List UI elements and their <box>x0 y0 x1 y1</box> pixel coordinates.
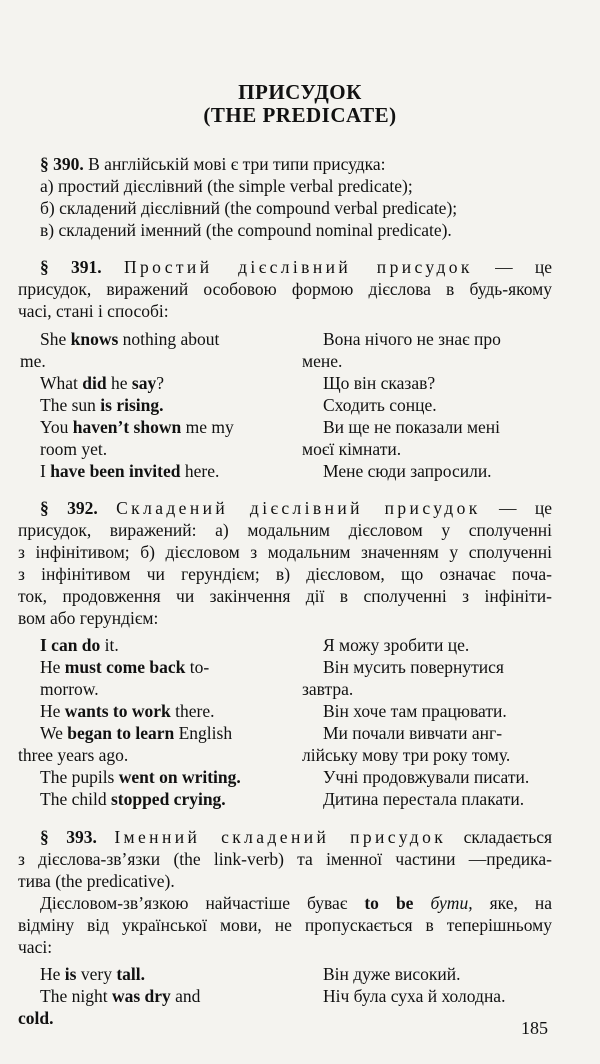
example-translation: Сходить сонце. <box>323 395 437 415</box>
paragraph-line: вом або герундієм: <box>18 608 159 628</box>
example-translation: завтра. <box>302 679 354 699</box>
example-translation: Дитина перестала плакати. <box>323 789 525 809</box>
example-en: We began to learn English <box>40 723 233 743</box>
example-en: What did he say? <box>40 373 164 393</box>
example-en: I have been invited here. <box>40 461 220 481</box>
example-en: me. <box>20 351 46 371</box>
term: Складений дієслівний присудок <box>116 498 481 518</box>
paragraph-line: присудок, виражений: а) модальним дієсловом у сполученні <box>18 520 552 540</box>
example-en: He is very tall. <box>40 964 146 984</box>
example-en: He must come back to- <box>40 657 210 677</box>
example-en: You haven’t shown me my <box>40 417 234 437</box>
example-en: three years ago. <box>18 745 129 765</box>
example-translation: Він дуже високий. <box>323 964 461 984</box>
paragraph-line: часі: <box>18 937 53 957</box>
example-translation: Ніч була суха й холодна. <box>323 986 506 1006</box>
paragraph-line: Дієсловом-зв’язкою найчастіше буває to be бути, яке, на <box>40 893 552 913</box>
example-translation: Мене сюди запросили. <box>323 461 492 481</box>
paragraph-line: часі, стані і способі: <box>18 301 169 321</box>
paragraph-393-line: § 393. Іменний складений присудок складається <box>40 827 553 847</box>
example-translation: Що він сказав? <box>323 373 436 393</box>
example-translation: мене. <box>302 351 343 371</box>
list-item: а) простий дієслівний (the simple verbal predicate); <box>40 176 413 196</box>
example-en: The sun is rising. <box>40 395 164 415</box>
paragraph-line: з інфінітивом чи герундієм; в) дієсловом, що означає поча- <box>18 564 552 584</box>
example-translation: моєї кімнати. <box>302 439 402 459</box>
list-item: в) складений іменний (the compound nominal predicate). <box>40 220 452 240</box>
example-translation: Учні продовжували писати. <box>323 767 530 787</box>
paragraph-390-line: § 390. В англійській мові є три типи присудка: <box>40 154 386 174</box>
example-en: The pupils went on writing. <box>40 767 241 787</box>
section-subtitle: (THE PREDICATE) <box>203 103 397 127</box>
term: Іменний складений присудок <box>114 827 447 847</box>
example-en: room yet. <box>40 439 108 459</box>
example-en: I can do it. <box>40 635 119 655</box>
paragraph-line: з дієслова-зв’язки (the link-verb) та іменної частини —предика- <box>18 849 552 869</box>
example-translation: Він хоче там працювати. <box>323 701 507 721</box>
paragraph-line: тива (the predicative). <box>18 871 175 891</box>
example-translation: Вона нічого не знає про <box>323 329 501 349</box>
example-en: He wants to work there. <box>40 701 215 721</box>
example-translation: Я можу зробити це. <box>323 635 470 655</box>
page-number: 185 <box>521 1018 548 1038</box>
example-translation: Він мусить повернутися <box>323 657 504 677</box>
example-translation: Ви ще не показали мені <box>323 417 501 437</box>
paragraph-line: з інфінітивом; б) дієсловом з модальним значенням у сполученні <box>18 542 552 562</box>
term: Простий дієслівний присудок <box>123 257 473 277</box>
paragraph-392-line: § 392. Складений дієслівний присудок — це <box>40 498 553 518</box>
paragraph-number: § 390. <box>40 154 84 174</box>
example-en: The child stopped crying. <box>40 789 226 809</box>
paragraph-line: ток, продовження чи закінчення дії в сполученні з інфініти- <box>18 586 552 606</box>
paragraph-line: присудок, виражений особовою формою дієслова в будь-якому <box>18 279 552 299</box>
example-en: morrow. <box>40 679 99 699</box>
paragraph-391-line: § 391. Простий дієслівний присудок — це <box>40 257 553 277</box>
example-translation: Ми почали вивчати анг- <box>323 723 503 743</box>
paragraph-line: відміну від української мови, не пропускається в теперішньому <box>18 915 552 935</box>
example-translation: лійську мову три року тому. <box>302 745 511 765</box>
list-item: б) складений дієслівний (the compound verbal predicate); <box>40 198 458 218</box>
example-en: She knows nothing about <box>40 329 220 349</box>
example-en: cold. <box>18 1008 54 1028</box>
section-title: ПРИСУДОК <box>238 80 362 104</box>
example-en: The night was dry and <box>40 986 201 1006</box>
